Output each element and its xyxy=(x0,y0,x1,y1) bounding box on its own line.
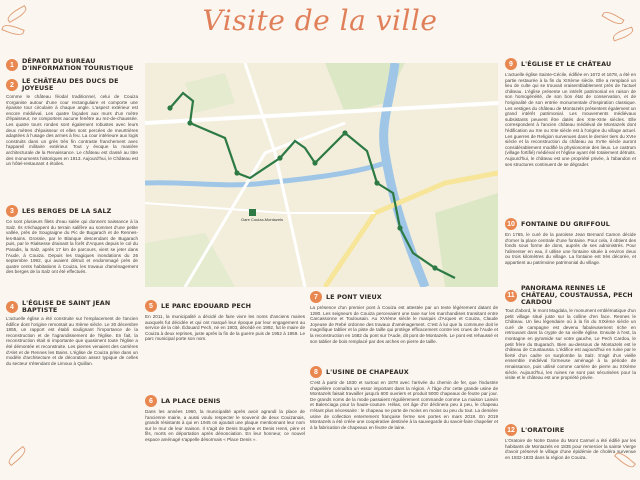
section-number: 12 xyxy=(505,424,517,436)
section-6 xyxy=(145,395,305,443)
section-title: L'ÉGLISE DE SAINT JEAN BAPTISTE xyxy=(22,299,111,314)
decor-leaf xyxy=(6,446,28,466)
section-number: 8 xyxy=(310,366,322,378)
section-body: Tout d'abord, le mont Magdala, le monument emblématique d'un petit village situé juste sur la colline d'en face. Rennes le Château. Un lieu légendaire où à la fin du XIXème siècle un curé de campagne est devenu fabuleusement riche en retrouvant dans la crypte de sa vieille église. Ensuite à l'est, la montagne en pyramide sur votre gauche, Le Pech Cardou, le petit frère du Bugarach. Bien au-dessous de Montazels est le château de Coustaussa. L'édifice est aujourd'hui en ruine par le fierté d'un cadre on surplombe la Salz. S'agit d'un vieille ensemble médiéval formeuse aménagé à la période de renaissance, puis utilisé comme carrière de pierre au XIXème siècle. Aujourd'hui, les ruines ne sont pas sécurisées pour la visite et le château est une propriété privée. xyxy=(505,308,636,381)
section-body: Dans les années 1960, la municipalité après avoir agrandi la place de l'ancienne mairie, a aussi voulu respecter le souvenir de deux Couizanais, grands résistants à qui en 1945 on ajoutait une plaque mentionnant leur nom sur le mur de leur maison. Il s'agit de Denis Eugène et Denis Henri, père et fils, morts en déportation après dénonciation. En leur honneur, ce nouvel espace aménagé s'appelle désormais « Place Denis ». xyxy=(145,409,305,442)
section-title: PANORAMA RENNES LE CHÂTEAU, COUSTAUSSA, PECH CARDOU xyxy=(521,284,633,306)
section-number: 3 xyxy=(6,205,18,217)
section-12 xyxy=(505,424,636,460)
route-map-graphic xyxy=(145,63,498,287)
section-title: LE PARC EDOUARD PECH xyxy=(161,301,252,310)
section-body: C'est à partir de 1830 et surtout en 1878 avec l'arrivée du chemin de fer, que l'industrie chapelière connaîtra un essor important dans la région. À l'âge d'or cette grande usine de Montazels faisait travailler jusqu'à 600 ouvriers et produit 5000 chapeaux de feutre par jour. De grands noms de la mode passaient régulièrement commande comme La maison Lanvin et Balenciaga pour la haute-couture. Hélas, cet âge d'or déclinera peu à peu, le chapeau n'étant plus nécessaire : le chapeau ne porte de moins en moins ou peu du tout. La demière usine de collection enterrement française ferme ses portes en mars 2018. En 2019 Montazels a été créée une coopérative destinée à la sauvegarde du savoir-faire chapelier et à la fabrication de chapeaux en feutre de laine. xyxy=(310,380,498,430)
section-number: 1 xyxy=(6,59,18,71)
section-10 xyxy=(505,218,636,266)
section-number: 9 xyxy=(505,58,517,70)
section-title: FONTAINE DU GRIFFOUL xyxy=(521,219,610,228)
section-9 xyxy=(505,58,636,167)
section-number: 2 xyxy=(6,79,18,91)
section-number: 5 xyxy=(145,300,157,312)
section-number: 10 xyxy=(505,218,517,230)
section-2 xyxy=(6,78,138,167)
section-title: LE PONT VIEUX xyxy=(326,292,382,301)
section-8 xyxy=(310,366,498,430)
section-7 xyxy=(310,291,498,344)
section-number: 6 xyxy=(145,395,157,407)
section-title: DÉPART DU BUREAU D'INFORMATION TOURISTIQUE xyxy=(22,57,134,72)
section-body: L'actuelle église Sainte-Cécile, édifiée en 1672 et 1678, a été en partie restaurée à la fin du XIXème siècle. Elle a remplacé un lieu de culte qui se trouvait vraisemblablement près de l'actuel château. L'église présente un intérêt patrimonial en raison de son homogénéité, de son bon état de conservation, et de l'originalité de son entrée monumentale d'inspiration classique. Les vestiges du château de Montazels présentent également un grand intérêt patrimonial. Les mouvements médiévaux subsistants peuvent être datés des XIIe-XIIIe siècles. Elle correspondent à l'ancien château médiéval de Montazels dont l'édification au XIe ou XIIe siècle est à l'origine du village actuel. Les guerres de Religion survenues dans le dernier tiers du XVIe siècle et la reconstruction du château au XVIIe siècle auront considérablement modifié la physionomie des lieux. Le castrum (village fortifié) médiéval et l'église ayant été totalement détruits. Aujourd'hui, le château est une propriété privée, à l'abandon et ses structures continuent de se dégrader. xyxy=(505,72,636,167)
route-map[interactable] xyxy=(145,63,498,287)
section-body: Ce sont plusieurs filets d'eau salée qui donnent naissance à la Salz. Ils s'échappent du terrain salifère au sommet d'une petite vallée, près de Sougraigne du Pic de Bugarach et de Rennes-les-Bains. Grossie, par le Blanque descendant de Bugarach puis, par le Rialsesse drainant la forêt d'Arques depuis le col du Paradis, la Salz, après 17 km de parcours, vient se jeter dans l'Aude, à Couiza. Depuis les tragiques inondations du 26 septembre 1992, qui avaient détruit et endommagé près de quatre cents habitations à Couiza, les travaux d'aménagement des berges de la Salz ont été effectués. xyxy=(6,219,138,275)
section-title: LE CHÂTEAU DES DUCS DE JOYEUSE xyxy=(22,77,119,92)
section-title: LES BERGES DE LA SALZ xyxy=(22,206,112,215)
page-title: Visite de la ville xyxy=(202,4,438,37)
section-body: En 2011, la municipalité a décidé de faire vivre les noms d'anciens maires auxquels fut décidée et qui ont marqué leur époque par leur engagement au service de la cité. Édouard Pech, né en 1903, décédé en 1992, fut le maire de Couiza à deux reprises, juste après la fin de la guerre puis de 1952 à 1959. Le parc municipal porte son nom. xyxy=(145,314,305,342)
section-number: 7 xyxy=(310,291,322,303)
section-11 xyxy=(505,285,636,381)
section-5 xyxy=(145,300,305,342)
section-title: L'ORATOIRE xyxy=(521,425,565,434)
section-body: La présence d'un premier pont à Couiza est attestée par un texte légèrement datant de 1280. Les seigneurs de Couiza percevaient une taxe sur les marchandises transitant entre Carcassonne et Toulousain. Au XVIème siècle le marquis d'Arques et Couiza, Claude Joyeuse de Rebé ordonne des travaux d'aménagement. C'est à lui que la commune doit le magnifique tablier et la piste de taille qui protège efficacement contre les crues de l'Aude et la reconstruction en 1682 du pont sur l'Aude, dit pont de Montazels. Le pont est rehaussé et son tablier de bois remplacé par des arches en pierre de taille. xyxy=(310,305,498,344)
section-1 xyxy=(6,58,134,74)
map-station-label: Gare Couiza-Montazels xyxy=(241,217,284,222)
section-body: Comme le château féodal traditionnel, celui de Couiza s'organise autour d'une cour rectangulaire et comporte une épaisse tour circulaire à chaque angle. L'aspect extérieur est encore médiéval. Les quatre façades aux murs d'un mètre d'épaisseur, ne comportent aucune fenêtre au rez-de-chaussée. Les quatre tours rondes sont également robustes avec leurs deux mètres d'épaisseur et elles sont percées de meurtrières adaptées à l'usage des armes à feu. La cour intérieure aux logis construits dans un grès très fin contraste franchement avec l'appareil militaire extérieur. Tout y évoque la manière architecturale de la Renaissance. Le château est classé au titre des monuments historiques en 1913. Aujourd'hui, le Château est un hôtel-restaurant 4 étoiles. xyxy=(6,94,138,167)
section-title: L'USINE DE CHAPEAUX xyxy=(326,367,409,376)
section-title: L'ÉGLISE ET LE CHÂTEAU xyxy=(521,59,612,68)
section-body: L'actuelle église a été construite sur l'emplacement de l'ancien édifice dont l'origine remontait au XIème siècle. Le 30 décembre 1855, un rapport est établi soulignant l'importance de la reconstruction et de l'agrandissement de l'église. En fait, la reconstruction était si importante que quasiment toute l'église a été démontée et reconstruite. Les pierres venaient des carrières d'Alet et de Rennes les Bains. L'église de Couiza prise dans un modèle d'architecture et de décoration assez typique de celles du secteur s'étendant de Limoux à Quillan. xyxy=(6,316,138,366)
section-4 xyxy=(6,300,138,366)
section-body: L'Oratoire de Notre Dame du Mont Carmel a été édifié par les habitants de Montazels en 1835 pour remercier la sainte Vierge d'avoir préservé le village d'une épidémie de choléra survenue en 1832-1833 dans la région de Couiza. xyxy=(505,438,636,460)
section-3 xyxy=(6,205,138,275)
section-title: LA PLACE DENIS xyxy=(161,396,221,405)
section-body: En 1765, le curé de la paroisse Jean Bernard Camon décide d'orner la place centrale d'une fontaine. Pour cela, il obtient des fonds sous forme de dons, auprès de ses administrés. Pour l'alimenter en eau, il utilise une fontaine située à environ deux ou trois kilomètres du village. La fontaine est très décorée, et appartient au patrimoine patrimonial du village. xyxy=(505,232,636,265)
section-number: 11 xyxy=(505,290,517,302)
section-number: 4 xyxy=(6,301,18,313)
